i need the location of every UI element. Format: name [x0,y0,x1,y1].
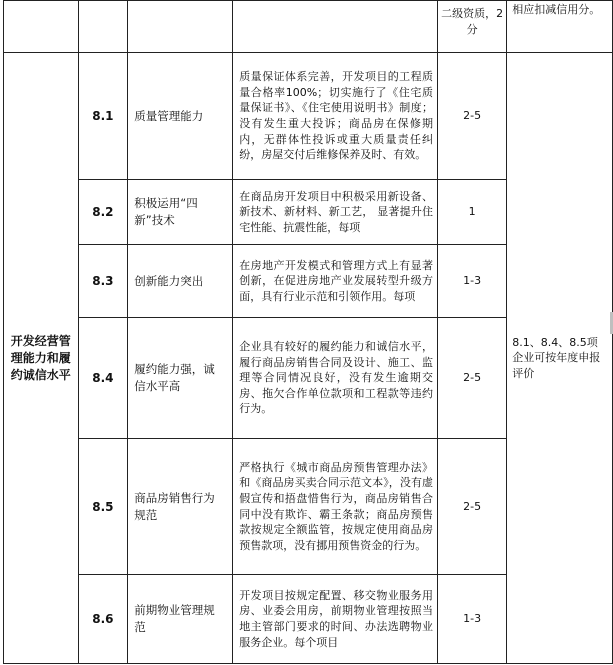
category-cell: 开发经营管理能力和履约诚信水平 [4,53,79,664]
item-name: 创新能力突出 [128,245,233,318]
item-name: 积极运用“四新”技术 [128,180,233,245]
note-cell-top: 相应扣减信用分。 [507,1,613,53]
category-cell-top [4,1,79,53]
item-score: 1-3 [438,575,507,664]
evaluation-table [3,0,613,664]
table-row-top [4,1,613,53]
item-standard: 质量保证体系完善，开发项目的工程质量合格率100%；切实施行了《住宅质量保证书》、《住宅使用说明书》制度；没有发生重大投诉；商品房在保修期内，无群体性投诉或重大质量责任纠纷，房屋交付后维修保养及时、有效。 [233,53,438,180]
remark-cell: 8.1、8.4、8.5项企业可按年度申报评价 [507,53,613,664]
standard-cell-top [233,1,438,53]
item-number: 8.5 [78,439,128,575]
item-score: 2-5 [438,439,507,575]
item-name: 前期物业管理规范 [128,575,233,664]
item-name: 履约能力强，诚信水平高 [128,318,233,439]
item-standard: 在商品房开发项目中积极采用新设备、新技术、新材料、新工艺， 显著提升住宅性能、抗震性能，每项 [233,180,438,245]
item-standard: 企业具有较好的履约能力和诚信水平，履行商品房销售合同及设计、施工、监理等合同情况良好，没有发生逾期交房、拖欠合作单位款项和工程款等违约行为。 [233,318,438,439]
num-cell-top [78,1,128,53]
item-number: 8.1 [78,53,128,180]
item-standard: 在房地产开发模式和管理方式上有显著创新，在促进房地产业发展转型升级方面，具有行业示范和引领作用。每项 [233,245,438,318]
table-row [4,53,613,180]
item-cell-top [128,1,233,53]
item-standard: 开发项目按规定配置、移交物业服务用房、业委会用房，前期物业管理按照当地主管部门要求的时间、办法选聘物业服务企业。每个项目 [233,575,438,664]
item-score: 1-3 [438,245,507,318]
item-score: 2-5 [438,318,507,439]
item-score: 1 [438,180,507,245]
item-name: 质量管理能力 [128,53,233,180]
item-score: 2-5 [438,53,507,180]
item-name: 商品房销售行为规范 [128,439,233,575]
item-number: 8.6 [78,575,128,664]
item-number: 8.4 [78,318,128,439]
item-number: 8.3 [78,245,128,318]
score-cell-top: 二级资质，2分 [438,1,507,53]
item-number: 8.2 [78,180,128,245]
item-standard: 严格执行《城市商品房预售管理办法》和《商品房买卖合同示范文本》，没有虚假宣传和捂盘惜售行为，商品房销售合同中没有欺诈、霸王条款；商品房预售款按规定全额监管，按规定使用商品房预售款项，没有挪用预售资金的行为。 [233,439,438,575]
